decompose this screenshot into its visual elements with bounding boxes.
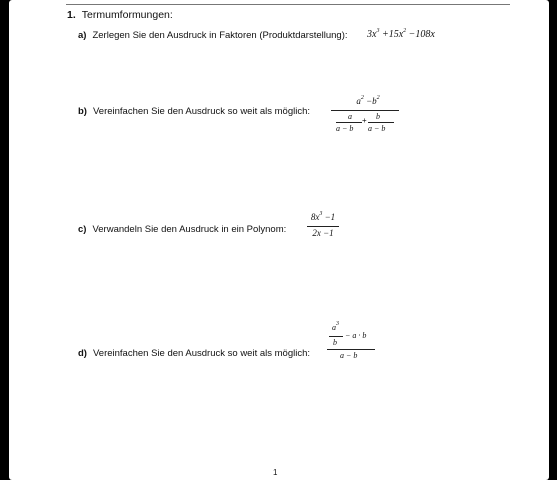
exercise-number: 1.	[67, 9, 76, 21]
task-d-text: Vereinfachen Sie den Ausdruck so weit als möglich:	[92, 348, 311, 359]
exponent: 2	[376, 95, 380, 101]
task-c-numerator	[305, 212, 341, 222]
term: 8x	[310, 212, 320, 222]
task-d-denominator: a − b	[340, 351, 358, 360]
task-a-text: Zerlegen Sie den Ausdruck in Faktoren (Produktdarstellung):	[92, 30, 348, 41]
task-c-denominator: 2x −1	[312, 228, 334, 238]
task-b-right-numerator: b	[376, 112, 380, 121]
top-rule	[66, 4, 510, 5]
exercise-heading	[67, 9, 173, 21]
task-c-fraction-bar	[307, 226, 339, 227]
exponent: 3	[336, 321, 339, 327]
task-d-inner-denominator: b	[333, 338, 337, 347]
task-a-expression	[367, 29, 435, 40]
task-b	[78, 106, 310, 117]
task-b-numerator	[343, 96, 393, 106]
task-c	[78, 224, 286, 235]
task-d-rest-term: − a · b	[345, 331, 367, 340]
exponent: 3	[319, 211, 323, 217]
term: a	[356, 96, 361, 106]
page-number: 1	[273, 468, 278, 477]
worksheet-page	[9, 0, 549, 480]
task-d-inner-bar	[329, 336, 343, 337]
task-d-main-fraction-bar	[327, 349, 375, 350]
task-b-label: b)	[78, 106, 87, 117]
term: a	[332, 323, 336, 332]
task-a	[78, 30, 348, 41]
task-b-right-denominator: a − b	[368, 124, 386, 133]
task-d	[78, 348, 310, 359]
task-b-left-bar	[336, 122, 362, 123]
task-b-left-denominator: a − b	[336, 124, 354, 133]
task-c-label: c)	[78, 224, 87, 235]
exponent: 2	[403, 28, 407, 34]
task-b-left-numerator: a	[348, 112, 352, 121]
term: −1	[322, 212, 336, 222]
task-b-main-fraction-bar	[331, 110, 399, 111]
task-d-inner-numerator	[332, 323, 339, 332]
exercise-title: Termumformungen:	[81, 9, 173, 21]
exponent: 3	[376, 28, 380, 34]
task-a-label: a)	[78, 30, 87, 41]
task-c-text: Verwandeln Sie den Ausdruck in ein Polynom:	[92, 224, 287, 235]
term: 3x	[367, 29, 377, 40]
term: +15x	[379, 29, 404, 40]
task-b-right-bar	[368, 122, 394, 123]
exponent: 2	[360, 95, 364, 101]
task-b-plus-sign: +	[362, 116, 367, 125]
term: −108x	[406, 29, 435, 40]
term: −b	[363, 96, 377, 106]
task-d-label: d)	[78, 348, 87, 359]
task-b-text: Vereinfachen Sie den Ausdruck so weit als möglich:	[92, 106, 311, 117]
